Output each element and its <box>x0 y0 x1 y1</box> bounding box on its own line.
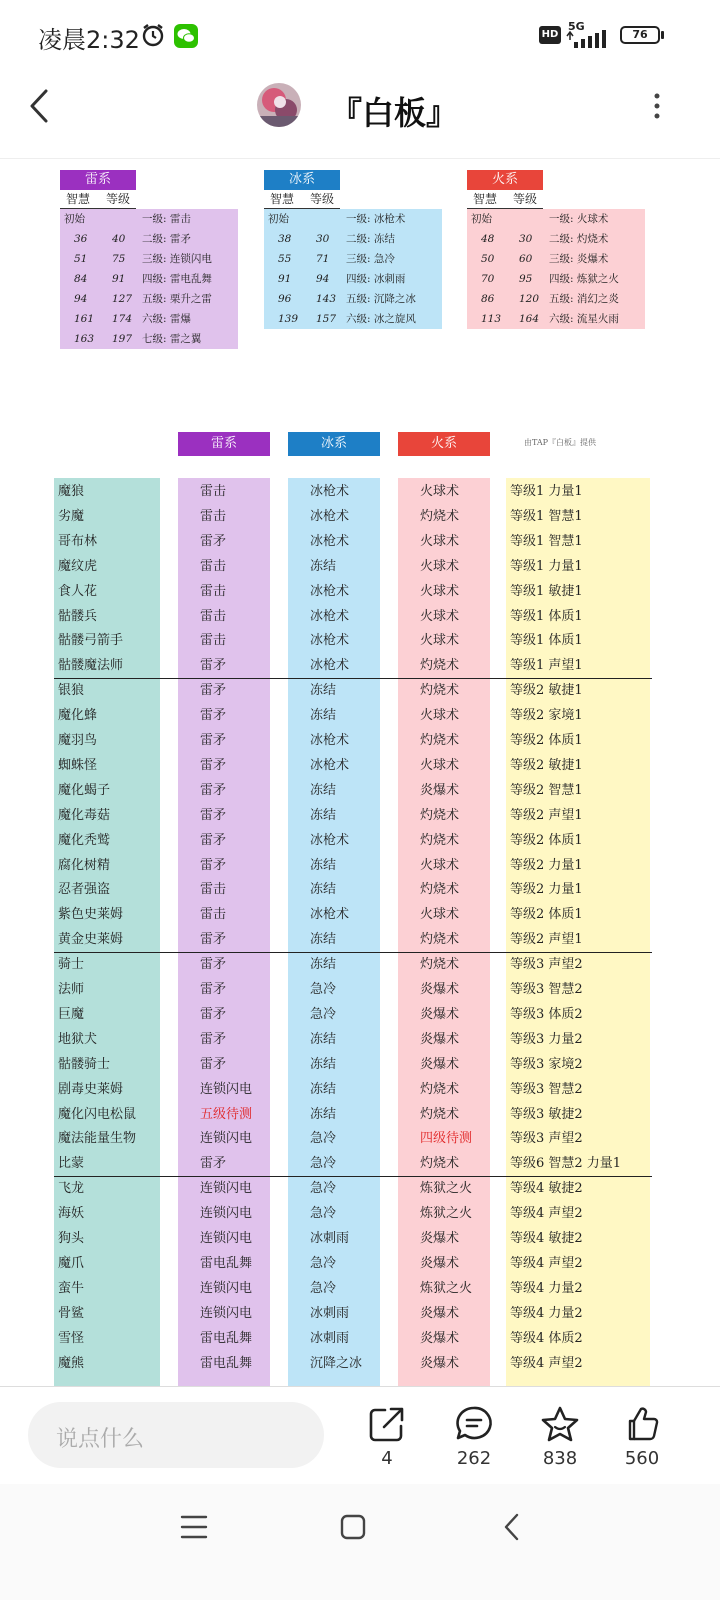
thunder-spell: 连锁闪电 <box>200 1131 253 1147</box>
thunder-spell: 雷矛 <box>200 957 227 973</box>
monster-name: 魔羽鸟 <box>58 733 98 748</box>
ice-spell: 冻结 <box>310 782 337 798</box>
spell-label: 五级: 消幻之炎 <box>549 293 619 305</box>
ice-spell: 急冷 <box>310 1156 337 1172</box>
fire-spell: 火球术 <box>420 907 460 923</box>
reward-text: 等级2 力量1 <box>510 857 583 873</box>
monster-name: 剧毒史莱姆 <box>58 1081 124 1097</box>
table-body <box>467 209 645 329</box>
thunder-spell: 连锁闪电 <box>200 1181 253 1197</box>
reward-text: 等级2 敏捷1 <box>510 757 583 773</box>
thunder-spell: 雷矛 <box>200 1056 227 1072</box>
ice-spell: 急冷 <box>310 1006 337 1022</box>
reward-text: 等级2 体质1 <box>510 907 583 923</box>
more-icon[interactable] <box>652 92 662 120</box>
subheader-label: 智慧 <box>66 192 91 206</box>
ice-spell: 冰枪术 <box>310 907 350 923</box>
wisdom-value: 初始 <box>268 213 289 225</box>
fire-spell: 炼狱之火 <box>420 1206 473 1222</box>
spell-label: 六级: 流星火雨 <box>549 313 619 325</box>
reward-text: 等级4 体质2 <box>510 1330 583 1346</box>
fire-spell: 炎爆术 <box>420 1031 460 1047</box>
ice-spell: 冻结 <box>310 683 337 699</box>
header-ice: 冰系 <box>288 432 380 456</box>
wisdom-value: 163 <box>74 333 95 345</box>
thunder-spell: 雷矛 <box>200 683 227 699</box>
comment-input[interactable] <box>28 1402 324 1468</box>
fire-spell: 火球术 <box>420 583 460 599</box>
comment-count: 262 <box>456 1448 492 1469</box>
reward-text: 等级4 声望2 <box>510 1355 583 1371</box>
reward-text: 等级6 智慧2 力量1 <box>510 1156 622 1172</box>
signal-icon <box>566 30 612 48</box>
reward-text: 等级3 敏捷2 <box>510 1106 583 1122</box>
reward-text: 等级3 体质2 <box>510 1006 583 1022</box>
monster-name: 骷髅兵 <box>58 608 98 624</box>
monster-name: 雪怪 <box>58 1330 85 1346</box>
thunder-spell: 雷击 <box>200 907 227 923</box>
ice-spell: 急冷 <box>310 1181 337 1197</box>
spell-label: 三级: 炎爆术 <box>549 253 609 265</box>
fire-spell: 火球术 <box>420 533 460 549</box>
monster-name: 骨鲨 <box>58 1305 85 1321</box>
spell-label: 六级: 冰之旋风 <box>346 313 416 325</box>
spell-label: 七级: 雷之翼 <box>142 333 202 345</box>
like-count: 560 <box>624 1448 660 1469</box>
fire-spell: 灼烧术 <box>420 508 460 524</box>
thunder-spell: 五级待测 <box>200 1106 253 1122</box>
ice-spell: 冻结 <box>310 882 337 898</box>
reward-text: 等级3 声望2 <box>510 957 583 973</box>
page-title: 『白板』 <box>330 94 459 132</box>
network-type: 5G <box>568 20 585 33</box>
monster-name: 魔纹虎 <box>58 558 98 574</box>
fire-spell: 火球术 <box>420 708 460 724</box>
wisdom-value: 84 <box>74 273 88 285</box>
reward-text: 等级2 智慧1 <box>510 782 583 798</box>
ice-spell: 冰枪术 <box>310 484 350 499</box>
fire-spell: 灼烧术 <box>420 932 460 948</box>
ice-spell: 冻结 <box>310 708 337 724</box>
monster-name: 骑士 <box>58 957 85 973</box>
header-fire: 火系 <box>398 432 490 456</box>
fire-spell: 四级待测 <box>420 1131 473 1147</box>
tier-separator <box>54 952 652 953</box>
reward-text: 等级4 声望2 <box>510 1255 583 1271</box>
thunder-spell: 雷矛 <box>200 857 227 873</box>
table-body <box>264 209 442 329</box>
thunder-spell: 雷矛 <box>200 807 227 823</box>
reward-text: 等级3 力量2 <box>510 1031 583 1047</box>
spell-label: 五级: 栗升之雷 <box>142 293 212 305</box>
thunder-spell: 雷矛 <box>200 982 227 997</box>
ice-spell: 冻结 <box>310 807 337 823</box>
reward-text: 等级4 敏捷2 <box>510 1231 583 1246</box>
thunder-spell: 雷电乱舞 <box>200 1255 253 1271</box>
ice-spell: 冰枪术 <box>310 733 350 748</box>
spell-label: 二级: 灼烧术 <box>549 233 609 245</box>
monster-name: 魔化蜂 <box>58 708 98 724</box>
thunder-spell: 雷矛 <box>200 1156 227 1172</box>
spell-label: 四级: 炼狱之火 <box>549 273 619 285</box>
system-nav-bar <box>0 1484 720 1600</box>
fire-spell: 火球术 <box>420 558 460 574</box>
subheader-label: 等级 <box>310 192 335 206</box>
table-subheader <box>60 190 136 209</box>
fire-spell: 灼烧术 <box>420 957 460 973</box>
reward-text: 等级4 声望2 <box>510 1206 583 1222</box>
battery-level: 76 <box>632 28 648 41</box>
reward-text: 等级2 体质1 <box>510 733 583 748</box>
thunder-spell: 雷电乱舞 <box>200 1355 253 1371</box>
reward-text: 等级1 敏捷1 <box>510 583 583 599</box>
menu-icon[interactable] <box>180 1514 208 1540</box>
reward-text: 等级1 体质1 <box>510 633 583 649</box>
ice-spell: 冰刺雨 <box>310 1231 350 1246</box>
comment-button[interactable] <box>444 1404 504 1469</box>
spell-label: 三级: 连锁闪电 <box>142 253 212 265</box>
level-value: 40 <box>112 233 126 245</box>
fire-spell: 灼烧术 <box>420 1081 460 1097</box>
wisdom-value: 55 <box>278 253 292 265</box>
fire-spell: 炎爆术 <box>420 1056 460 1072</box>
monster-name: 食人花 <box>58 583 98 599</box>
level-value: 91 <box>112 273 126 285</box>
spell-label: 四级: 雷电乱舞 <box>142 273 212 285</box>
ice-spell: 冰枪术 <box>310 608 350 624</box>
table-subheader <box>264 190 340 209</box>
ice-spell: 冻结 <box>310 1081 337 1097</box>
ice-spell: 急冷 <box>310 1131 337 1147</box>
reward-text: 等级4 敏捷2 <box>510 1181 583 1197</box>
reward-text: 等级1 力量1 <box>510 558 583 574</box>
monster-name: 黄金史莱姆 <box>58 932 124 948</box>
fire-spell: 炎爆术 <box>420 1255 460 1271</box>
level-value: 94 <box>316 273 330 285</box>
thunder-spell: 雷击 <box>200 583 227 599</box>
wisdom-value: 50 <box>481 253 495 265</box>
reward-text: 等级3 家境2 <box>510 1056 583 1072</box>
fire-spell: 火球术 <box>420 484 460 499</box>
fire-spell: 灼烧术 <box>420 1106 460 1122</box>
thunder-spell: 雷击 <box>200 508 227 524</box>
fire-spell: 灼烧术 <box>420 1156 460 1172</box>
monster-name: 魔熊 <box>58 1355 85 1371</box>
spell-label: 一级: 冰枪术 <box>346 213 406 225</box>
thunder-spell: 雷电乱舞 <box>200 1330 253 1346</box>
ice-spell: 冻结 <box>310 1031 337 1047</box>
wisdom-value: 91 <box>278 273 292 285</box>
spell-label: 四级: 冰刺雨 <box>346 273 406 285</box>
subheader-label: 智慧 <box>473 192 498 206</box>
level-value: 197 <box>112 333 133 345</box>
thunder-spell: 连锁闪电 <box>200 1231 253 1246</box>
fire-spell: 炼狱之火 <box>420 1280 473 1296</box>
avatar[interactable] <box>256 82 302 128</box>
reward-text: 等级2 声望1 <box>510 807 583 823</box>
home-icon[interactable] <box>340 1514 366 1540</box>
subheader-label: 智慧 <box>270 192 295 206</box>
monster-name: 比蒙 <box>58 1156 85 1172</box>
ice-spell: 冻结 <box>310 957 337 973</box>
level-value: 174 <box>112 313 133 325</box>
share-count: 4 <box>381 1448 393 1469</box>
subheader-label: 等级 <box>106 192 131 206</box>
reward-text: 等级2 声望1 <box>510 932 583 948</box>
monster-name: 法师 <box>58 982 85 997</box>
monster-name: 银狼 <box>58 683 85 699</box>
reward-text: 等级4 力量2 <box>510 1280 583 1296</box>
ice-spell: 冰枪术 <box>310 633 350 649</box>
thunder-spell: 雷击 <box>200 558 227 574</box>
monster-name: 地狱犬 <box>58 1031 98 1047</box>
table-subheader <box>467 190 543 209</box>
monster-name: 巨魔 <box>58 1006 85 1022</box>
monster-name: 魔化闪电松鼠 <box>58 1106 137 1122</box>
favorite-button[interactable] <box>530 1404 590 1469</box>
fire-spell: 灼烧术 <box>420 807 460 823</box>
wisdom-value: 初始 <box>64 213 85 225</box>
level-value: 30 <box>519 233 533 245</box>
monster-name: 蜘蛛怪 <box>58 757 98 773</box>
ice-spell: 冻结 <box>310 932 337 948</box>
level-value: 30 <box>316 233 330 245</box>
monster-name: 骷髅骑士 <box>58 1056 111 1072</box>
thunder-spell: 连锁闪电 <box>200 1280 253 1296</box>
level-value: 127 <box>112 293 133 305</box>
wisdom-value: 51 <box>74 253 88 265</box>
ice-spell: 冻结 <box>310 558 337 574</box>
fire-spell: 炼狱之火 <box>420 1181 473 1197</box>
monster-name: 蛮牛 <box>58 1280 85 1296</box>
wisdom-value: 48 <box>481 233 495 245</box>
tier-separator <box>54 1176 652 1177</box>
monster-name: 骷髅魔法师 <box>58 658 124 674</box>
ice-spell: 沉降之冰 <box>310 1355 363 1371</box>
ice-spell: 急冷 <box>310 1255 337 1271</box>
alarm-icon <box>140 22 166 48</box>
wisdom-value: 38 <box>278 233 292 245</box>
level-value: 143 <box>316 293 337 305</box>
wisdom-value: 初始 <box>471 213 492 225</box>
ice-spell: 冰枪术 <box>310 832 350 848</box>
thunder-spell: 雷击 <box>200 608 227 624</box>
spell-label: 一级: 雷击 <box>142 213 191 225</box>
ice-spell: 冰刺雨 <box>310 1330 350 1346</box>
battery-tip <box>661 31 664 39</box>
reward-text: 等级3 智慧2 <box>510 1081 583 1097</box>
fire-spell: 火球术 <box>420 633 460 649</box>
wechat-icon <box>174 24 198 48</box>
fire-spell: 炎爆术 <box>420 1355 460 1371</box>
monster-name: 劣魔 <box>58 508 85 524</box>
fire-spell: 炎爆术 <box>420 782 460 798</box>
thunder-spell: 雷击 <box>200 484 227 499</box>
monster-name: 腐化树精 <box>58 857 111 873</box>
ice-spell: 冻结 <box>310 857 337 873</box>
comment-icon <box>444 1404 504 1444</box>
thunder-spell: 连锁闪电 <box>200 1081 253 1097</box>
level-value: 71 <box>316 253 330 265</box>
fire-spell: 火球术 <box>420 857 460 873</box>
reward-text: 等级2 体质1 <box>510 832 583 848</box>
nav-back-icon[interactable] <box>502 1512 522 1542</box>
fire-spell: 炎爆术 <box>420 1330 460 1346</box>
hd-badge: HD <box>539 26 561 44</box>
thunder-spell: 雷矛 <box>200 782 227 798</box>
level-value: 164 <box>519 313 540 325</box>
monster-name: 魔爪 <box>58 1255 85 1271</box>
wisdom-value: 161 <box>74 313 95 325</box>
table-title: 冰系 <box>264 170 340 190</box>
wisdom-value: 139 <box>278 313 299 325</box>
wisdom-value: 70 <box>481 273 495 285</box>
monster-name: 魔化秃鹫 <box>58 832 111 848</box>
table-title: 雷系 <box>60 170 136 190</box>
reward-text: 等级3 智慧2 <box>510 982 583 997</box>
spell-label: 五级: 沉降之冰 <box>346 293 416 305</box>
ice-spell: 冰枪术 <box>310 533 350 549</box>
ice-spell: 冰枪术 <box>310 757 350 773</box>
battery-icon <box>620 26 660 44</box>
thunder-spell: 连锁闪电 <box>200 1305 253 1321</box>
level-value: 60 <box>519 253 533 265</box>
reward-text: 等级4 力量2 <box>510 1305 583 1321</box>
monster-name: 忍者强盗 <box>58 882 111 898</box>
fire-spell: 灼烧术 <box>420 683 460 699</box>
fire-spell: 炎爆术 <box>420 1231 460 1246</box>
ice-spell: 冰刺雨 <box>310 1305 350 1321</box>
monster-name: 魔法能量生物 <box>58 1131 137 1147</box>
monster-name: 紫色史莱姆 <box>58 907 124 923</box>
thunder-spell: 雷矛 <box>200 757 227 773</box>
fire-spell: 火球术 <box>420 608 460 624</box>
credit-text: 由TAP『白板』提供 <box>524 438 597 447</box>
fire-spell: 炎爆术 <box>420 1305 460 1321</box>
level-value: 95 <box>519 273 533 285</box>
thunder-spell: 雷击 <box>200 633 227 649</box>
ice-spell: 冰枪术 <box>310 583 350 599</box>
monster-name: 魔化蝎子 <box>58 782 111 798</box>
favorite-count: 838 <box>542 1448 578 1469</box>
monster-name: 狗头 <box>58 1231 85 1246</box>
level-value: 75 <box>112 253 126 265</box>
ice-spell: 冻结 <box>310 1106 337 1122</box>
ice-spell: 急冷 <box>310 1206 337 1222</box>
ice-spell: 冻结 <box>310 1056 337 1072</box>
spell-label: 六级: 雷爆 <box>142 313 191 325</box>
fire-spell: 灼烧术 <box>420 733 460 748</box>
thunder-spell: 雷矛 <box>200 658 227 674</box>
fire-spell: 灼烧术 <box>420 658 460 674</box>
back-icon[interactable] <box>26 88 54 124</box>
share-icon <box>357 1404 417 1444</box>
monster-name: 魔化毒菇 <box>58 807 111 823</box>
fire-spell: 炎爆术 <box>420 1006 460 1022</box>
reward-text: 等级1 体质1 <box>510 608 583 624</box>
wisdom-value: 113 <box>481 313 502 325</box>
monster-name: 骷髅弓箭手 <box>58 633 124 649</box>
monster-name: 海妖 <box>58 1206 85 1222</box>
table-body <box>60 209 238 349</box>
ice-spell: 冰枪术 <box>310 658 350 674</box>
fire-spell: 灼烧术 <box>420 882 460 898</box>
header-thunder: 雷系 <box>178 432 270 456</box>
reward-text: 等级1 声望1 <box>510 658 583 674</box>
spell-label: 二级: 冻结 <box>346 233 395 245</box>
ice-spell: 急冷 <box>310 982 337 997</box>
reward-text: 等级2 敏捷1 <box>510 683 583 699</box>
status-time: 凌晨2:32 <box>38 26 140 54</box>
ice-spell: 急冷 <box>310 1280 337 1296</box>
thunder-spell: 雷矛 <box>200 1006 227 1022</box>
wisdom-value: 36 <box>74 233 88 245</box>
like-button[interactable] <box>612 1404 672 1469</box>
monster-name: 飞龙 <box>58 1181 85 1197</box>
table-title: 火系 <box>467 170 543 190</box>
fire-spell: 灼烧术 <box>420 832 460 848</box>
reward-text: 等级1 力量1 <box>510 484 583 499</box>
thunder-spell: 雷矛 <box>200 533 227 549</box>
spell-label: 三级: 急冷 <box>346 253 395 265</box>
fire-spell: 火球术 <box>420 757 460 773</box>
wisdom-value: 96 <box>278 293 292 305</box>
status-bar <box>0 0 720 72</box>
comment-placeholder: 说点什么 <box>56 1427 145 1452</box>
like-icon <box>612 1404 672 1444</box>
thunder-spell: 连锁闪电 <box>200 1206 253 1222</box>
reward-text: 等级3 声望2 <box>510 1131 583 1147</box>
share-button[interactable] <box>357 1404 417 1469</box>
wisdom-value: 86 <box>481 293 495 305</box>
monster-name: 魔狼 <box>58 484 85 499</box>
monster-name: 哥布林 <box>58 533 98 549</box>
subheader-label: 等级 <box>513 192 538 206</box>
thunder-spell: 雷击 <box>200 882 227 898</box>
star-icon <box>530 1404 590 1444</box>
thunder-spell: 雷矛 <box>200 733 227 748</box>
ice-spell: 冰枪术 <box>310 508 350 524</box>
thunder-spell: 雷矛 <box>200 832 227 848</box>
thunder-spell: 雷矛 <box>200 708 227 724</box>
tier-separator <box>54 678 652 679</box>
reward-text: 等级1 智慧1 <box>510 508 583 524</box>
thunder-spell: 雷矛 <box>200 1031 227 1047</box>
reward-text: 等级2 力量1 <box>510 882 583 898</box>
reward-text: 等级1 智慧1 <box>510 533 583 549</box>
thunder-spell: 雷矛 <box>200 932 227 948</box>
level-value: 157 <box>316 313 337 325</box>
spell-label: 二级: 雷矛 <box>142 233 191 245</box>
spell-label: 一级: 火球术 <box>549 213 609 225</box>
reward-text: 等级2 家境1 <box>510 708 583 724</box>
fire-spell: 炎爆术 <box>420 982 460 997</box>
level-value: 120 <box>519 293 540 305</box>
wisdom-value: 94 <box>74 293 88 305</box>
